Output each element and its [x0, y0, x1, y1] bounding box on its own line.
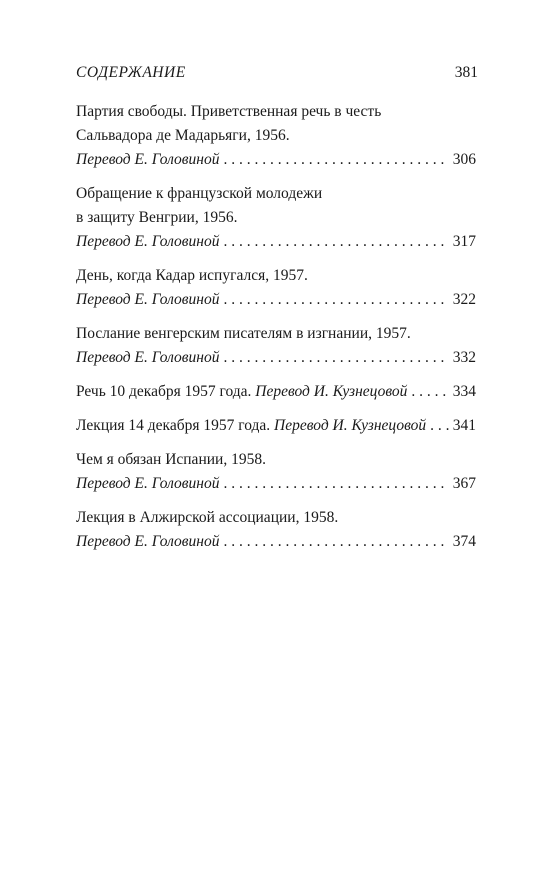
toc-entry-title-line: Послание венгерским писателям в изгнании, 1957. [76, 325, 411, 342]
toc-page-number: 334 [452, 383, 476, 400]
toc-entry [76, 414, 476, 438]
toc-entry [76, 506, 476, 554]
toc-entry-title-line: Обращение к французской молодежи [76, 185, 323, 202]
toc-entry-title-line: Партия свободы. Приветственная речь в честь [76, 103, 382, 120]
dot-leader [223, 148, 448, 172]
toc-leader-line [76, 472, 476, 496]
toc-translator: Перевод Е. Головиной [76, 349, 220, 366]
dot-leader [411, 380, 448, 404]
toc-entry [76, 448, 476, 496]
running-head [76, 64, 478, 84]
toc-page-number: 317 [452, 233, 476, 250]
toc-entry-title: Речь 10 декабря 1957 года. [76, 383, 252, 400]
toc-page-number: 367 [452, 475, 476, 492]
toc-entry [76, 380, 476, 404]
toc-leader-line [76, 414, 476, 438]
toc-translator: Перевод И. Кузнецовой [274, 417, 427, 434]
toc-leader-line [76, 230, 476, 254]
toc-translator: Перевод Е. Головиной [76, 475, 220, 492]
toc-translator: Перевод Е. Головиной [76, 151, 220, 168]
toc-page-number: 332 [452, 349, 476, 366]
toc-page-number: 341 [452, 417, 476, 434]
dot-leader [223, 472, 448, 496]
dot-leader [223, 230, 448, 254]
running-head-title: СОДЕРЖАНИЕ [76, 64, 186, 81]
toc-leader-line [76, 530, 476, 554]
toc-entry [76, 322, 476, 370]
toc-entry-title-line: Сальвадора де Мадарьяги, 1956. [76, 127, 290, 144]
dot-leader [223, 346, 448, 370]
toc-leader-line [76, 148, 476, 172]
toc-page-number: 374 [452, 533, 476, 550]
dot-leader [430, 414, 449, 438]
toc-translator: Перевод Е. Головиной [76, 291, 220, 308]
dot-leader [223, 288, 448, 312]
toc-leader-line [76, 346, 476, 370]
toc-entry [76, 182, 476, 254]
toc-entry [76, 100, 476, 172]
toc-entry-title: Лекция 14 декабря 1957 года. [76, 417, 271, 434]
toc-translator: Перевод Е. Головиной [76, 233, 220, 250]
toc-entry-title-line: Чем я обязан Испании, 1958. [76, 451, 266, 468]
dot-leader [223, 530, 448, 554]
toc-translator: Перевод Е. Головиной [76, 533, 220, 550]
table-of-contents [76, 100, 476, 564]
toc-leader-line [76, 288, 476, 312]
toc-page-number: 306 [452, 151, 476, 168]
toc-page-number: 322 [452, 291, 476, 308]
page-number: 381 [454, 64, 478, 81]
toc-entry-title-line: День, когда Кадар испугался, 1957. [76, 267, 308, 284]
toc-entry-title-line: в защиту Венгрии, 1956. [76, 209, 238, 226]
toc-leader-line [76, 380, 476, 404]
toc-entry [76, 264, 476, 312]
toc-entry-title-line: Лекция в Алжирской ассоциации, 1958. [76, 509, 339, 526]
toc-translator: Перевод И. Кузнецовой [255, 383, 408, 400]
